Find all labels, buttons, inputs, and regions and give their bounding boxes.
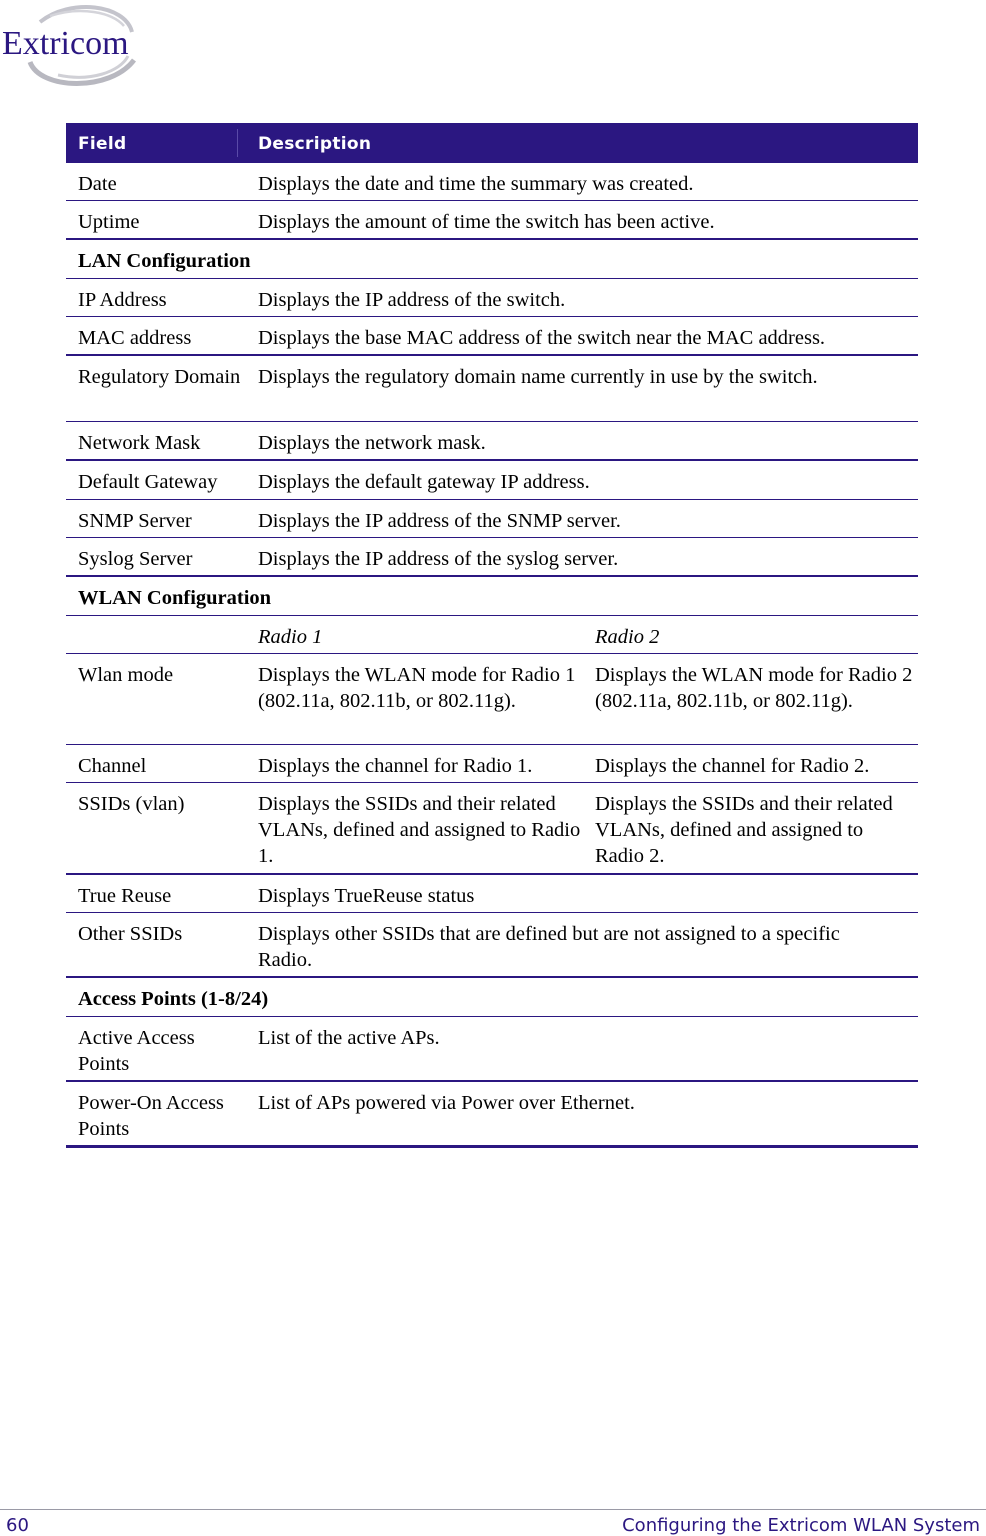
row-description: Displays the IP address of the syslog server. — [258, 548, 619, 570]
row-description: Displays the date and time the summary was created. — [258, 173, 694, 195]
table-row — [66, 461, 918, 500]
field-description-table — [66, 123, 918, 1148]
row-description: List of APs powered via Power over Ethernet. — [258, 1092, 635, 1114]
row-description: Displays the IP address of the switch. — [258, 289, 566, 311]
table-row — [66, 783, 918, 875]
row-field: Syslog Server — [78, 548, 193, 570]
table-row — [66, 163, 918, 201]
row-description: Displays TrueReuse status — [258, 885, 475, 907]
page-number: 60 — [6, 1515, 29, 1536]
row-radio1: Displays the channel for Radio 1. — [258, 755, 533, 777]
row-field: Network Mask — [78, 432, 201, 454]
table-row — [66, 500, 918, 538]
table-row — [66, 317, 918, 356]
section-title-wlan: WLAN Configuration — [78, 587, 272, 609]
row-radio1: Displays the WLAN mode for Radio 1 (802.11a, 802.11b, or 802.11g). — [258, 664, 576, 712]
row-field: Active Access Points — [78, 1027, 195, 1075]
section-title-access-points: Access Points (1-8/24) — [78, 988, 269, 1010]
header-field: Field — [78, 134, 127, 154]
table-row — [66, 1017, 918, 1082]
radio-header-row — [66, 616, 918, 654]
section-title-lan: LAN Configuration — [78, 250, 251, 272]
row-field: MAC address — [78, 327, 192, 349]
table-row — [66, 356, 918, 422]
header-divider — [237, 129, 238, 157]
row-description: Displays the base MAC address of the switch near the MAC address. — [258, 327, 826, 349]
table-row — [66, 538, 918, 577]
row-radio2: Displays the WLAN mode for Radio 2 (802.11a, 802.11b, or 802.11g). — [595, 664, 913, 712]
row-radio1: Displays the SSIDs and their related VLANs, defined and assigned to Radio 1. — [258, 793, 581, 867]
row-field: SNMP Server — [78, 510, 192, 532]
section-row — [66, 978, 918, 1017]
radio1-header: Radio 1 — [258, 626, 323, 648]
extricom-logo — [0, 0, 142, 92]
row-field: Power-On Access Points — [78, 1092, 224, 1140]
row-field: SSIDs (vlan) — [78, 793, 185, 815]
row-radio2: Displays the channel for Radio 2. — [595, 755, 870, 777]
row-field: Default Gateway — [78, 471, 218, 493]
row-description: Displays the regulatory domain name currently in use by the switch. — [258, 366, 818, 388]
footer-title: Configuring the Extricom WLAN System — [622, 1515, 980, 1536]
row-field: True Reuse — [78, 885, 172, 907]
row-radio2: Displays the SSIDs and their related VLANs, defined and assigned to Radio 2. — [595, 793, 893, 867]
table-row — [66, 422, 918, 461]
table-row — [66, 654, 918, 745]
row-description: Displays the IP address of the SNMP server. — [258, 510, 621, 532]
row-field: Other SSIDs — [78, 923, 183, 945]
logo-text: Extricom — [2, 25, 129, 62]
row-field: Regulatory Domain — [78, 366, 241, 388]
row-field: IP Address — [78, 289, 167, 311]
table-row — [66, 279, 918, 317]
table-row — [66, 913, 918, 978]
row-field: Uptime — [78, 211, 140, 233]
radio2-header: Radio 2 — [595, 626, 660, 648]
row-description: Displays the default gateway IP address. — [258, 471, 590, 493]
table-row — [66, 875, 918, 913]
row-description: List of the active APs. — [258, 1027, 440, 1049]
footer-divider — [0, 1509, 986, 1510]
row-description: Displays the amount of time the switch has been active. — [258, 211, 715, 233]
row-description: Displays other SSIDs that are defined but are not assigned to a specific Radio. — [258, 923, 840, 971]
row-description: Displays the network mask. — [258, 432, 486, 454]
table-row — [66, 745, 918, 783]
table-header — [66, 123, 918, 163]
row-field: Date — [78, 173, 117, 195]
section-row — [66, 577, 918, 616]
table-row — [66, 201, 918, 240]
row-field: Wlan mode — [78, 664, 174, 686]
table-row — [66, 1082, 918, 1148]
header-description: Description — [258, 134, 372, 154]
row-field: Channel — [78, 755, 147, 777]
section-row — [66, 240, 918, 279]
